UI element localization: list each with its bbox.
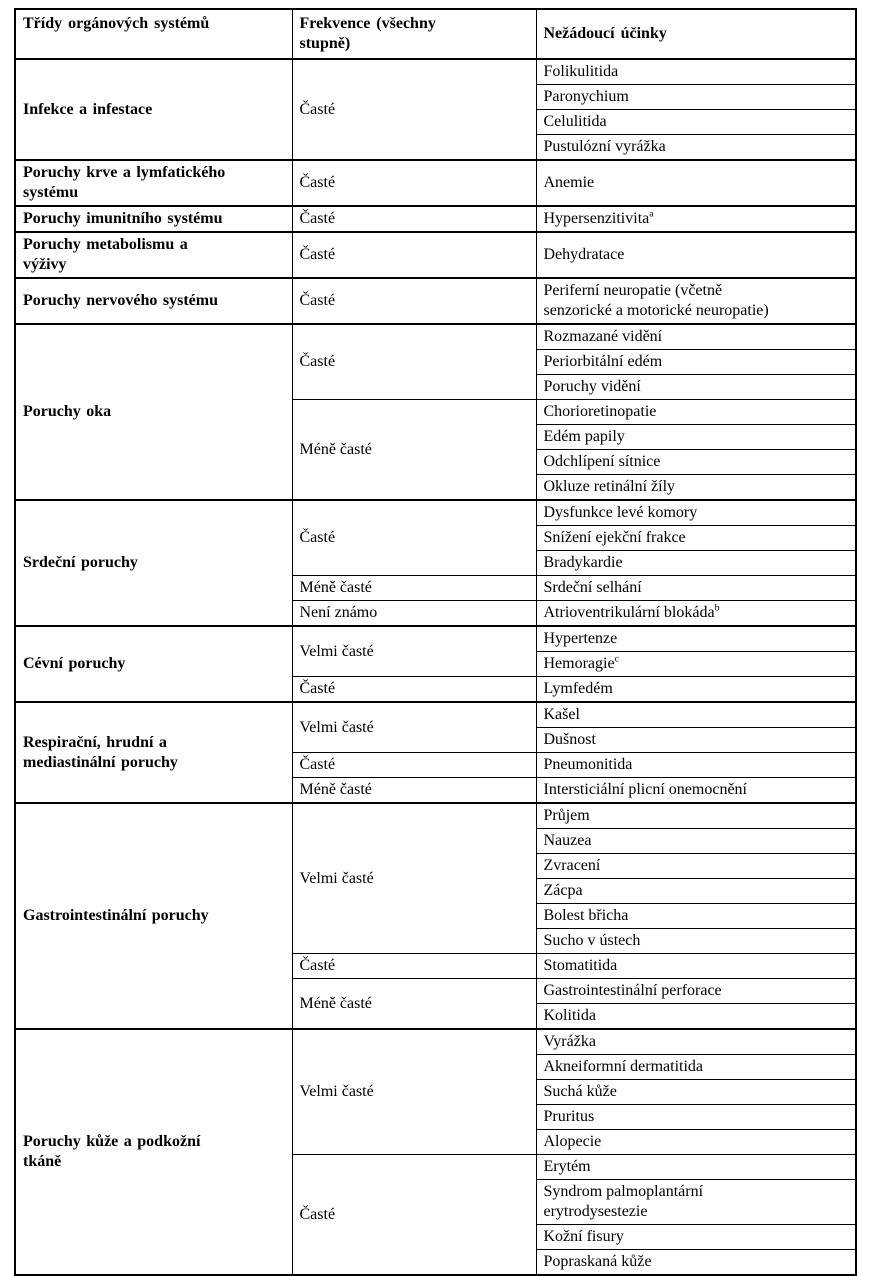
adverse-effect-cell: Edém papily [536, 425, 856, 450]
adverse-effect-cell: Zácpa [536, 879, 856, 904]
adverse-effect-cell: Okluze retinální žíly [536, 475, 856, 501]
organ-class-cell: Infekce a infestace [15, 59, 292, 160]
adverse-effect-cell: Rozmazané vidění [536, 324, 856, 350]
table-row [15, 278, 856, 324]
frequency-cell: Časté [292, 677, 536, 703]
adverse-effect-cell: Pruritus [536, 1105, 856, 1130]
adverse-effect-cell: Paronychium [536, 85, 856, 110]
frequency-cell: Časté [292, 206, 536, 232]
header-adverse-effects: Nežádoucí účinky [536, 9, 856, 59]
adverse-effect-cell: Celulitida [536, 110, 856, 135]
adverse-effect-cell: Odchlípení sítnice [536, 450, 856, 475]
frequency-cell: Časté [292, 753, 536, 778]
adverse-effect-cell: Kašel [536, 702, 856, 728]
frequency-cell: Časté [292, 500, 536, 576]
adverse-effect-cell: Vyrážka [536, 1029, 856, 1055]
adverse-effect-cell: Anemie [536, 160, 856, 206]
adverse-effect-cell: Atrioventrikulární blokáda$^b$ [536, 601, 856, 627]
adverse-effect-cell: Popraskaná kůže [536, 1250, 856, 1276]
frequency-cell: Velmi časté [292, 1029, 536, 1155]
adverse-effect-cell: Pneumonitida [536, 753, 856, 778]
frequency-cell: Časté [292, 324, 536, 400]
table-row [15, 206, 856, 232]
adverse-effect-cell: Bolest břicha [536, 904, 856, 929]
frequency-cell: Méně časté [292, 979, 536, 1030]
adverse-effect-cell: Pustulózní vyrážka [536, 135, 856, 161]
footnote-marker: a [649, 208, 654, 220]
table-row [15, 59, 856, 85]
frequency-cell: Časté [292, 278, 536, 324]
adverse-effects-table [14, 8, 857, 1276]
frequency-cell: Velmi časté [292, 803, 536, 954]
organ-class-cell: Poruchy oka [15, 324, 292, 500]
adverse-effect-cell: Zvracení [536, 854, 856, 879]
header-row [15, 9, 856, 59]
adverse-effect-cell: Bradykardie [536, 551, 856, 576]
frequency-cell: Méně časté [292, 778, 536, 804]
adverse-effect-cell: Poruchy vidění [536, 375, 856, 400]
organ-class-cell: Poruchy nervového systému [15, 278, 292, 324]
header-frequency: Frekvence (všechny stupně) [292, 9, 536, 59]
organ-class-cell: Gastrointestinální poruchy [15, 803, 292, 1029]
table-row [15, 702, 856, 728]
table-row [15, 626, 856, 652]
document-page [0, 8, 875, 1272]
table-row [15, 500, 856, 526]
adverse-effect-cell: Hemoragie$^c$ [536, 652, 856, 677]
organ-class-cell: Srdeční poruchy [15, 500, 292, 626]
frequency-cell: Časté [292, 160, 536, 206]
adverse-effect-cell: Průjem [536, 803, 856, 829]
frequency-cell: Méně časté [292, 400, 536, 501]
frequency-cell: Méně časté [292, 576, 536, 601]
organ-class-cell: Poruchy krve a lymfatického systému [15, 160, 292, 206]
adverse-effect-cell: Kožní fisury [536, 1225, 856, 1250]
adverse-effect-cell: Srdeční selhání [536, 576, 856, 601]
adverse-effect-cell: Erytém [536, 1155, 856, 1180]
adverse-effect-cell: Dehydratace [536, 232, 856, 278]
frequency-cell: Časté [292, 1155, 536, 1276]
organ-class-cell: Poruchy kůže a podkožní tkáně [15, 1029, 292, 1275]
footnote-marker: b [714, 602, 720, 614]
adverse-effect-cell: Alopecie [536, 1130, 856, 1155]
table-row [15, 232, 856, 278]
adverse-effect-cell: Periferní neuropatie (včetně senzorické a motorické neuropatie) [536, 278, 856, 324]
adverse-effect-cell: Folikulitida [536, 59, 856, 85]
organ-class-cell: Cévní poruchy [15, 626, 292, 702]
organ-class-cell: Poruchy imunitního systému [15, 206, 292, 232]
header-organ-system-classes: Třídy orgánových systémů [15, 9, 292, 59]
frequency-cell: Časté [292, 232, 536, 278]
organ-class-cell: Poruchy metabolismu a výživy [15, 232, 292, 278]
table-row [15, 803, 856, 829]
adverse-effect-cell: Snížení ejekční frakce [536, 526, 856, 551]
footnote-marker: c [614, 653, 619, 665]
table-row [15, 1029, 856, 1055]
adverse-effect-cell: Dysfunkce levé komory [536, 500, 856, 526]
table-row [15, 160, 856, 206]
adverse-effect-cell: Stomatitida [536, 954, 856, 979]
adverse-effect-cell: Hypersenzitivita$^a$ [536, 206, 856, 232]
adverse-effect-cell: Lymfedém [536, 677, 856, 703]
adverse-effect-cell: Suchá kůže [536, 1080, 856, 1105]
adverse-effect-cell: Akneiformní dermatitida [536, 1055, 856, 1080]
adverse-effect-cell: Chorioretinopatie [536, 400, 856, 425]
adverse-effect-cell: Intersticiální plicní onemocnění [536, 778, 856, 804]
adverse-effect-cell: Dušnost [536, 728, 856, 753]
adverse-effect-cell: Nauzea [536, 829, 856, 854]
adverse-effect-cell: Sucho v ústech [536, 929, 856, 954]
frequency-cell: Časté [292, 954, 536, 979]
frequency-cell: Není známo [292, 601, 536, 627]
adverse-effect-cell: Kolitida [536, 1004, 856, 1030]
adverse-effect-cell: Syndrom palmoplantární erytrodysestezie [536, 1180, 856, 1225]
table-row [15, 324, 856, 350]
adverse-effect-cell: Periorbitální edém [536, 350, 856, 375]
frequency-cell: Velmi časté [292, 626, 536, 677]
adverse-effect-cell: Hypertenze [536, 626, 856, 652]
table-body [15, 59, 856, 1275]
organ-class-cell: Respirační, hrudní a mediastinální poruchy [15, 702, 292, 803]
adverse-effect-cell: Gastrointestinální perforace [536, 979, 856, 1004]
frequency-cell: Časté [292, 59, 536, 160]
frequency-cell: Velmi časté [292, 702, 536, 753]
